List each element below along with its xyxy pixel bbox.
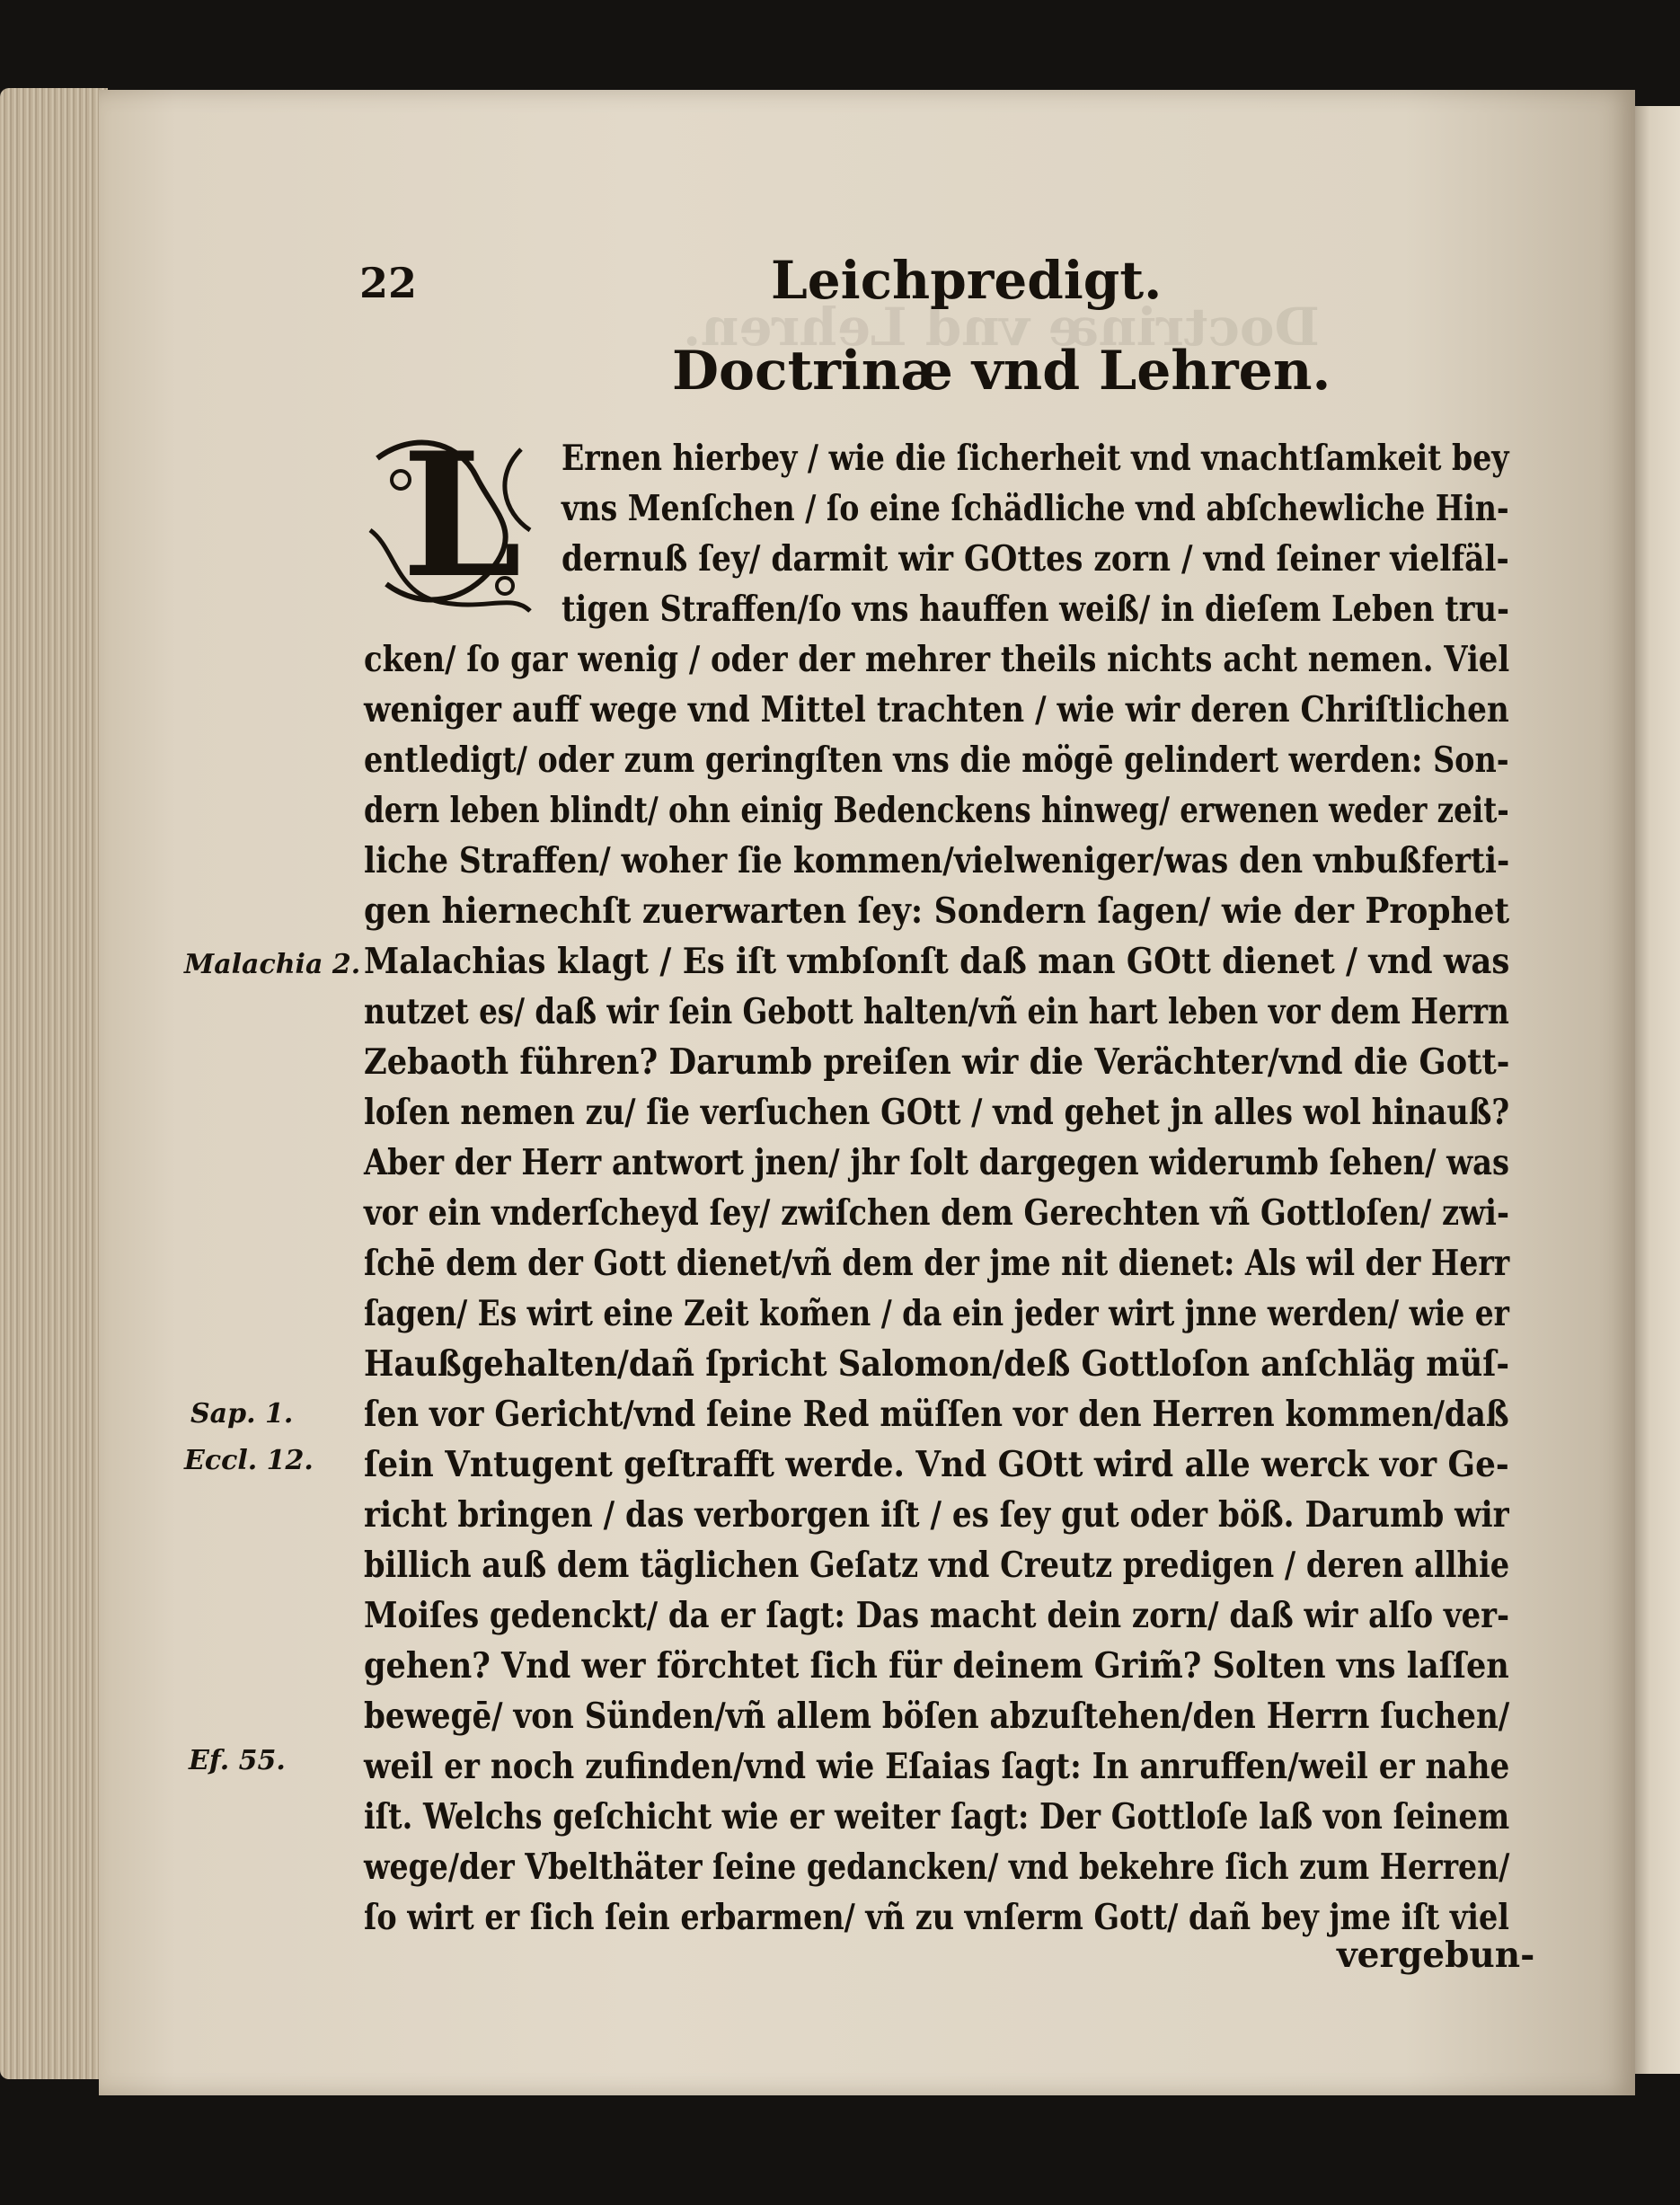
margin-note: Malachia 2. <box>184 949 361 980</box>
running-head: Leichpredigt. <box>771 250 1163 311</box>
text-line: gehen? Vnd wer förchtet ſich für deinem Grim̃? Solten vns laſſen <box>364 1645 1509 1687</box>
margin-note: Sap. 1. <box>190 1398 294 1430</box>
text-line: cken/ ſo gar wenig / oder der mehrer theils nichts acht nemen. Viel <box>364 639 1510 680</box>
text-line: dern leben blindt/ ohn einig Bedenckens hinweg/ erwenen weder zeit- <box>364 790 1509 831</box>
text-line: richt bringen / das verborgen iſt / es ſey gut oder böß. Darumb wir <box>364 1494 1509 1536</box>
text-line: weniger auff wege vnd Mittel trachten / wie wir deren Chriſtlichen <box>364 689 1509 731</box>
text-line: iſt. Welchs geſchicht wie er weiter ſagt: Der Gottloſe laß von ſeinem <box>364 1796 1510 1838</box>
text-line: Aber der Herr antwort jnen/ jhr ſolt dargegen widerumb ſehen/ was <box>364 1142 1510 1183</box>
text-line: weil er noch zufinden/vnd wie Eſaias ſagt: In anruffen/weil er nahe <box>364 1746 1510 1787</box>
text-line: Haußgehalten/dañ ſpricht Salomon/deß Gottloſon anſchläg müſ- <box>364 1343 1510 1385</box>
text-line: tigen Straffen/ſo vns hauffen weiß/ in dieſem Leben tru- <box>561 589 1509 630</box>
text-line: ſo wirt er ſich ſein erbarmen/ vñ zu vnſerm Gott/ dañ bey jme iſt viel <box>364 1897 1509 1938</box>
text-line: bewegē/ von Sünden/vñ allem böſen abzuſtehen/den Herrn ſuchen/ <box>364 1696 1510 1737</box>
page-number: 22 <box>359 259 418 307</box>
text-line: gen hiernechſt zuerwarten ſey: Sondern ſagen/ wie der Prophet <box>364 890 1510 932</box>
initial-letter: L <box>402 415 522 615</box>
text-line: Zebaoth führen? Darumb preiſen wir die Verächter/vnd die Gott- <box>364 1041 1510 1083</box>
text-line: Ernen hierbey / wie die ſicherheit vnd vnachtſamkeit bey <box>561 438 1509 479</box>
text-line: ſen vor Gericht/vnd ſeine Red müſſen vor den Herren kommen/daß <box>364 1394 1509 1435</box>
text-line: Malachias klagt / Es iſt vmbſonſt daß man GOtt dienet / vnd was <box>364 941 1510 982</box>
text-line: vns Menſchen / ſo eine ſchädliche vnd abſchewliche Hin- <box>561 488 1509 529</box>
text-line: ſagen/ Es wirt eine Zeit kom̃en / da ein jeder wirt jnne werden/ wie er <box>364 1293 1509 1334</box>
text-line: vor ein vnderſcheyd ſey/ zwiſchen dem Gerechten vñ Gottloſen/ zwi- <box>364 1192 1509 1234</box>
text-line: ſein Vntugent geſtrafft werde. Vnd GOtt wird alle werck vor Ge- <box>364 1444 1509 1485</box>
text-line: dernuß ſey/ darmit wir GOttes zorn / vnd ſeiner vielfäl- <box>561 538 1509 580</box>
text-line: Moiſes gedenckt/ da er ſagt: Das macht dein zorn/ daß wir alſo ver- <box>364 1595 1510 1636</box>
margin-note: Ef. 55. <box>189 1745 286 1776</box>
text-line: billich auß dem täglichen Geſatz vnd Creutz predigen / deren allhie <box>364 1545 1510 1586</box>
catchword: vergebun- <box>1337 1935 1535 1976</box>
margin-note: Eccl. 12. <box>184 1445 314 1476</box>
text-line: entledigt/ oder zum geringſten vns die mögē gelindert werden: Son- <box>364 739 1509 781</box>
text-line: nutzet es/ daß wir ſein Gebott halten/vñ ein hart leben vor dem Herrn <box>364 991 1509 1032</box>
text-line: liche Straffen/ woher ſie kommen/vielweniger/was den vnbußferti- <box>364 840 1510 881</box>
text-line: ſchē dem der Gott dienet/vñ dem der jme nit dienet: Als wil der Herr <box>364 1243 1510 1284</box>
text-line: wege/der Vbelthäter ſeine gedancken/ vnd bekehre ſich zum Herren/ <box>364 1846 1510 1888</box>
text-line: loſen nemen zu/ ſie verſuchen GOtt / vnd gehet jn alles wol hinauß? <box>364 1092 1510 1133</box>
section-heading: Doctrinæ vnd Lehren. <box>672 340 1331 403</box>
bleed-through-text: Doctrinæ vnd Lehren. <box>683 297 1320 358</box>
